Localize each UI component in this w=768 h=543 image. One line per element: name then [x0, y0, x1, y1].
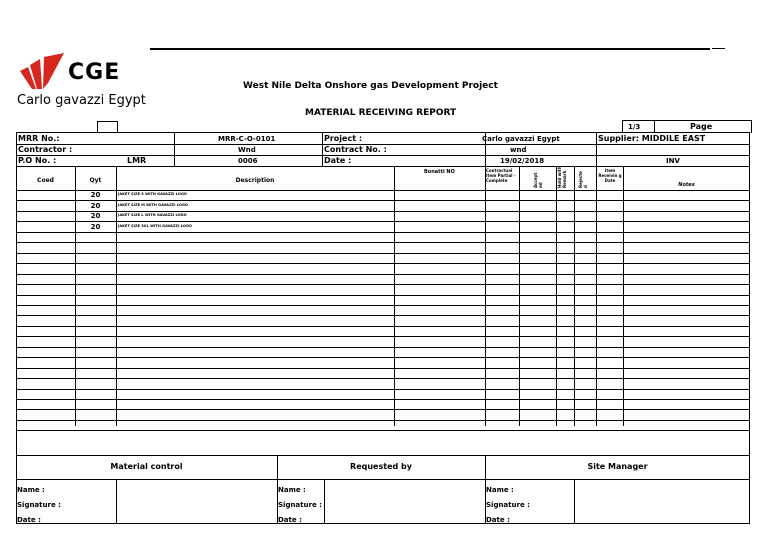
- col-bonatti: Bonatti NO: [424, 169, 455, 175]
- row-qty: 20: [90, 202, 101, 210]
- col-description: Description: [235, 177, 275, 184]
- sm-name-label: Name :: [486, 486, 514, 494]
- page-number: 1/3: [628, 123, 641, 131]
- rb-signature-label: Signature :: [278, 501, 322, 509]
- table-row-line: [16, 368, 750, 369]
- table-row-line: [16, 284, 750, 285]
- table-row-line: [16, 430, 750, 431]
- col-coed: Coed: [37, 177, 54, 184]
- table-row-line: [16, 399, 750, 400]
- top-rule-end: [712, 48, 725, 49]
- logo-text: CGE: [68, 60, 121, 85]
- cge-logo-icon: [18, 53, 66, 91]
- sm-signature-label: Signature :: [486, 501, 530, 509]
- contractor-label: Contractor :: [18, 145, 73, 154]
- table-row-line: [16, 305, 750, 306]
- row-desc: JAKET SIZE 3XL WITH GAVAZZI LOGO: [118, 224, 192, 228]
- table-row-line: [16, 378, 750, 379]
- project-label: Project :: [324, 134, 363, 143]
- date-label: Date :: [324, 156, 352, 165]
- sm-date-label: Date :: [486, 516, 510, 524]
- row-qty: 20: [90, 212, 101, 220]
- report-title: MATERIAL RECEIVING REPORT: [305, 108, 457, 118]
- site-manager-heading: Site Manager: [587, 462, 648, 471]
- table-row-line: [16, 232, 750, 233]
- col-rejected: Rejecte d: [578, 171, 588, 188]
- row-qty: 20: [90, 191, 101, 199]
- table-row-line: [16, 242, 750, 243]
- company-name: Carlo gavazzi Egypt: [17, 93, 146, 108]
- table-row-line: [16, 295, 750, 296]
- table-row-line: [16, 420, 750, 421]
- col-notes: Notes: [678, 182, 695, 188]
- col-qyt: Qyt: [89, 177, 102, 184]
- row-desc: JAKET SIZE S WITH GAVAZZI LOGO: [118, 192, 187, 196]
- contract-no-label: Contract No. :: [324, 145, 387, 154]
- table-row-line: [16, 274, 750, 275]
- table-row-line: [16, 200, 750, 201]
- contractor-value: Wnd: [238, 146, 256, 154]
- rb-name-label: Name :: [278, 486, 306, 494]
- mrr-value: MRR-C-O-0101: [218, 135, 276, 143]
- table-row-line: [16, 211, 750, 212]
- col-contractual: Contractual Item Partial -Complete: [486, 168, 516, 183]
- project-title: West Nile Delta Onshore gas Development Project: [243, 81, 498, 91]
- row-qty: 20: [90, 223, 101, 231]
- table-row-line: [16, 357, 750, 358]
- table-row-line: [16, 326, 750, 327]
- col-receiving: Item Receivin g Date: [598, 168, 622, 183]
- mc-signature-label: Signature :: [17, 501, 61, 509]
- table-row-line: [16, 263, 750, 264]
- table-row-line: [16, 409, 750, 410]
- project-value: Carlo gavazzi Egypt: [482, 135, 560, 143]
- table-row-line: [16, 253, 750, 254]
- row-desc: JAKET SIZE L WITH GAVAZZI LOGO: [118, 213, 187, 217]
- po-value: LMR: [127, 156, 147, 165]
- contract-no-value: wnd: [510, 146, 527, 154]
- requested-by-heading: Requested by: [350, 462, 412, 471]
- table-row-line: [16, 389, 750, 390]
- top-rule: [150, 48, 710, 50]
- table-row-line: [16, 315, 750, 316]
- mrr-label: MRR No.:: [18, 134, 60, 143]
- material-control-heading: Material control: [110, 462, 183, 471]
- inv-label: INV: [666, 157, 680, 165]
- po-number: 0006: [238, 157, 258, 165]
- rb-date-label: Date :: [278, 516, 302, 524]
- date-value: 19/02/2018: [500, 157, 545, 165]
- col-accepted: Accept ed: [533, 172, 543, 188]
- col-hold: Hold with Remark: [557, 166, 567, 188]
- row-desc: JAKET SIZE M WITH GAVAZZI LOGO: [118, 203, 188, 207]
- table-row-line: [16, 347, 750, 348]
- supplier: Supplier: MIDDILE EAST: [598, 134, 706, 143]
- mc-name-label: Name :: [17, 486, 45, 494]
- table-row-line: [16, 221, 750, 222]
- po-label: P.O No. :: [18, 156, 57, 165]
- table-row-line: [16, 336, 750, 337]
- page-label: Page: [690, 122, 713, 131]
- mc-date-label: Date :: [17, 516, 41, 524]
